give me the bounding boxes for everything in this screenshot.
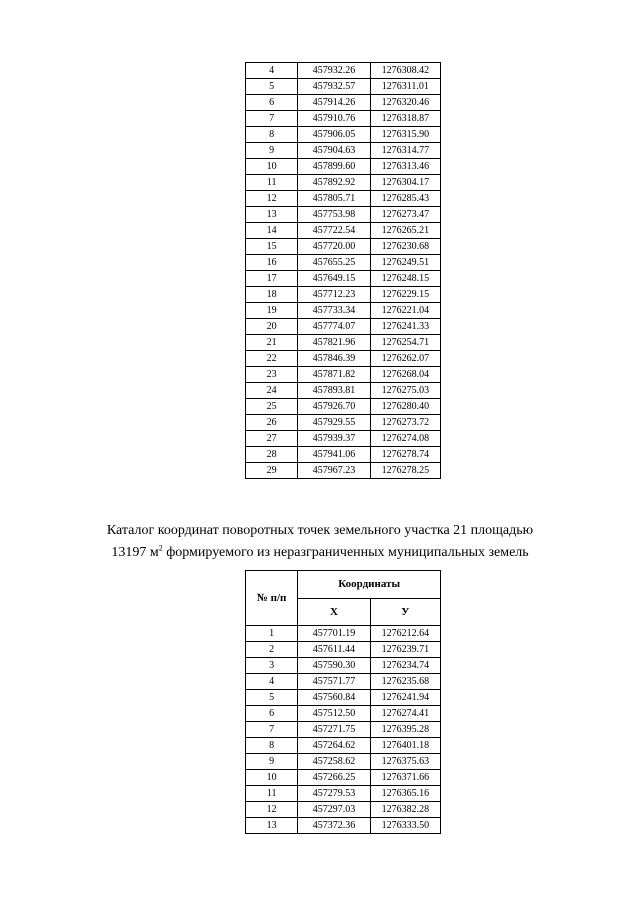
point-number-cell: 3 bbox=[246, 658, 298, 674]
table-row bbox=[246, 303, 441, 319]
point-number-cell: 8 bbox=[246, 127, 298, 143]
point-number-cell: 12 bbox=[246, 802, 298, 818]
table-row bbox=[246, 287, 441, 303]
x-coordinate-cell: 457753.98 bbox=[298, 207, 370, 223]
y-coordinate-cell: 1276249.51 bbox=[370, 255, 440, 271]
point-number-cell: 24 bbox=[246, 383, 298, 399]
point-number-cell: 22 bbox=[246, 351, 298, 367]
table-row bbox=[246, 431, 441, 447]
x-coordinate-cell: 457590.30 bbox=[298, 658, 370, 674]
y-coordinate-cell: 1276278.25 bbox=[370, 463, 440, 479]
x-coordinate-cell: 457906.05 bbox=[298, 127, 370, 143]
y-coordinate-cell: 1276230.68 bbox=[370, 239, 440, 255]
table-row bbox=[246, 770, 441, 786]
point-number-cell: 13 bbox=[246, 818, 298, 834]
y-coordinate-cell: 1276318.87 bbox=[370, 111, 440, 127]
header-coordinates: Координаты bbox=[298, 571, 441, 599]
point-number-cell: 6 bbox=[246, 706, 298, 722]
table-row bbox=[246, 367, 441, 383]
x-coordinate-cell: 457967.23 bbox=[298, 463, 370, 479]
point-number-cell: 9 bbox=[246, 754, 298, 770]
table-row bbox=[246, 415, 441, 431]
point-number-cell: 1 bbox=[246, 626, 298, 642]
x-coordinate-cell: 457258.62 bbox=[298, 754, 370, 770]
coordinates-table-body bbox=[246, 63, 441, 479]
point-number-cell: 25 bbox=[246, 399, 298, 415]
table-row bbox=[246, 191, 441, 207]
x-coordinate-cell: 457611.44 bbox=[298, 642, 370, 658]
caption-line-2 bbox=[0, 542, 640, 564]
x-coordinate-cell: 457892.92 bbox=[298, 175, 370, 191]
y-coordinate-cell: 1276275.03 bbox=[370, 383, 440, 399]
x-coordinate-cell: 457264.62 bbox=[298, 738, 370, 754]
caption-area-value: 13197 м bbox=[111, 545, 159, 560]
header-y: У bbox=[370, 599, 440, 626]
table-row bbox=[246, 690, 441, 706]
y-coordinate-cell: 1276254.71 bbox=[370, 335, 440, 351]
x-coordinate-cell: 457846.39 bbox=[298, 351, 370, 367]
x-coordinate-cell: 457910.76 bbox=[298, 111, 370, 127]
x-coordinate-cell: 457926.70 bbox=[298, 399, 370, 415]
table-row bbox=[246, 159, 441, 175]
point-number-cell: 9 bbox=[246, 143, 298, 159]
y-coordinate-cell: 1276274.08 bbox=[370, 431, 440, 447]
y-coordinate-cell: 1276241.33 bbox=[370, 319, 440, 335]
table-row bbox=[246, 175, 441, 191]
table-row bbox=[246, 802, 441, 818]
coordinates-table-continued bbox=[245, 62, 441, 479]
table-row bbox=[246, 738, 441, 754]
y-coordinate-cell: 1276280.40 bbox=[370, 399, 440, 415]
point-number-cell: 4 bbox=[246, 63, 298, 79]
y-coordinate-cell: 1276273.72 bbox=[370, 415, 440, 431]
y-coordinate-cell: 1276273.47 bbox=[370, 207, 440, 223]
point-number-cell: 10 bbox=[246, 159, 298, 175]
x-coordinate-cell: 457271.75 bbox=[298, 722, 370, 738]
y-coordinate-cell: 1276308.42 bbox=[370, 63, 440, 79]
y-coordinate-cell: 1276212.64 bbox=[370, 626, 440, 642]
point-number-cell: 18 bbox=[246, 287, 298, 303]
x-coordinate-cell: 457733.34 bbox=[298, 303, 370, 319]
x-coordinate-cell: 457560.84 bbox=[298, 690, 370, 706]
y-coordinate-cell: 1276315.90 bbox=[370, 127, 440, 143]
point-number-cell: 13 bbox=[246, 207, 298, 223]
y-coordinate-cell: 1276248.15 bbox=[370, 271, 440, 287]
catalog-caption bbox=[0, 520, 640, 564]
point-number-cell: 26 bbox=[246, 415, 298, 431]
y-coordinate-cell: 1276229.15 bbox=[370, 287, 440, 303]
caption-area-exponent: 2 bbox=[158, 543, 163, 553]
x-coordinate-cell: 457871.82 bbox=[298, 367, 370, 383]
y-coordinate-cell: 1276262.07 bbox=[370, 351, 440, 367]
y-coordinate-cell: 1276278.74 bbox=[370, 447, 440, 463]
point-number-cell: 14 bbox=[246, 223, 298, 239]
y-coordinate-cell: 1276371.66 bbox=[370, 770, 440, 786]
point-number-cell: 19 bbox=[246, 303, 298, 319]
x-coordinate-cell: 457932.26 bbox=[298, 63, 370, 79]
y-coordinate-cell: 1276274.41 bbox=[370, 706, 440, 722]
x-coordinate-cell: 457512.50 bbox=[298, 706, 370, 722]
coordinates-table-body bbox=[246, 626, 441, 834]
x-coordinate-cell: 457939.37 bbox=[298, 431, 370, 447]
y-coordinate-cell: 1276320.46 bbox=[370, 95, 440, 111]
table-row bbox=[246, 223, 441, 239]
y-coordinate-cell: 1276395.28 bbox=[370, 722, 440, 738]
point-number-cell: 11 bbox=[246, 175, 298, 191]
y-coordinate-cell: 1276235.68 bbox=[370, 674, 440, 690]
point-number-cell: 17 bbox=[246, 271, 298, 287]
x-coordinate-cell: 457914.26 bbox=[298, 95, 370, 111]
x-coordinate-cell: 457571.77 bbox=[298, 674, 370, 690]
y-coordinate-cell: 1276313.46 bbox=[370, 159, 440, 175]
table-row bbox=[246, 127, 441, 143]
y-coordinate-cell: 1276265.21 bbox=[370, 223, 440, 239]
table-row bbox=[246, 351, 441, 367]
point-number-cell: 15 bbox=[246, 239, 298, 255]
table-row bbox=[246, 463, 441, 479]
table-row bbox=[246, 255, 441, 271]
y-coordinate-cell: 1276314.77 bbox=[370, 143, 440, 159]
x-coordinate-cell: 457805.71 bbox=[298, 191, 370, 207]
x-coordinate-cell: 457932.57 bbox=[298, 79, 370, 95]
x-coordinate-cell: 457893.81 bbox=[298, 383, 370, 399]
y-coordinate-cell: 1276382.28 bbox=[370, 802, 440, 818]
point-number-cell: 7 bbox=[246, 111, 298, 127]
header-number: № п/п bbox=[246, 571, 298, 626]
x-coordinate-cell: 457712.23 bbox=[298, 287, 370, 303]
table-row bbox=[246, 399, 441, 415]
y-coordinate-cell: 1276333.50 bbox=[370, 818, 440, 834]
point-number-cell: 23 bbox=[246, 367, 298, 383]
x-coordinate-cell: 457774.07 bbox=[298, 319, 370, 335]
point-number-cell: 29 bbox=[246, 463, 298, 479]
caption-line-1: Каталог координат поворотных точек земельного участка 21 площадью bbox=[106, 523, 534, 538]
point-number-cell: 8 bbox=[246, 738, 298, 754]
coordinates-table-plot-21 bbox=[245, 570, 441, 834]
point-number-cell: 11 bbox=[246, 786, 298, 802]
y-coordinate-cell: 1276365.16 bbox=[370, 786, 440, 802]
x-coordinate-cell: 457929.55 bbox=[298, 415, 370, 431]
x-coordinate-cell: 457279.53 bbox=[298, 786, 370, 802]
point-number-cell: 28 bbox=[246, 447, 298, 463]
y-coordinate-cell: 1276221.04 bbox=[370, 303, 440, 319]
table-row bbox=[246, 335, 441, 351]
table-row bbox=[246, 786, 441, 802]
x-coordinate-cell: 457821.96 bbox=[298, 335, 370, 351]
table-row bbox=[246, 383, 441, 399]
x-coordinate-cell: 457701.19 bbox=[298, 626, 370, 642]
y-coordinate-cell: 1276241.94 bbox=[370, 690, 440, 706]
point-number-cell: 27 bbox=[246, 431, 298, 447]
table-row bbox=[246, 79, 441, 95]
table-row bbox=[246, 642, 441, 658]
point-number-cell: 10 bbox=[246, 770, 298, 786]
point-number-cell: 6 bbox=[246, 95, 298, 111]
table-row bbox=[246, 674, 441, 690]
table-row bbox=[246, 63, 441, 79]
table-row bbox=[246, 239, 441, 255]
table-row bbox=[246, 111, 441, 127]
point-number-cell: 4 bbox=[246, 674, 298, 690]
table-row bbox=[246, 95, 441, 111]
x-coordinate-cell: 457941.06 bbox=[298, 447, 370, 463]
table-row bbox=[246, 754, 441, 770]
x-coordinate-cell: 457297.03 bbox=[298, 802, 370, 818]
header-x: Х bbox=[298, 599, 370, 626]
point-number-cell: 7 bbox=[246, 722, 298, 738]
point-number-cell: 16 bbox=[246, 255, 298, 271]
x-coordinate-cell: 457720.00 bbox=[298, 239, 370, 255]
point-number-cell: 12 bbox=[246, 191, 298, 207]
y-coordinate-cell: 1276311.01 bbox=[370, 79, 440, 95]
table-row bbox=[246, 818, 441, 834]
table-row bbox=[246, 207, 441, 223]
x-coordinate-cell: 457655.25 bbox=[298, 255, 370, 271]
table-row bbox=[246, 143, 441, 159]
y-coordinate-cell: 1276234.74 bbox=[370, 658, 440, 674]
point-number-cell: 5 bbox=[246, 690, 298, 706]
table-row bbox=[246, 626, 441, 642]
y-coordinate-cell: 1276239.71 bbox=[370, 642, 440, 658]
y-coordinate-cell: 1276285.43 bbox=[370, 191, 440, 207]
x-coordinate-cell: 457649.15 bbox=[298, 271, 370, 287]
caption-line-2-rest: формируемого из неразграниченных муниципальных земель bbox=[162, 545, 529, 560]
table-row bbox=[246, 271, 441, 287]
point-number-cell: 21 bbox=[246, 335, 298, 351]
y-coordinate-cell: 1276375.63 bbox=[370, 754, 440, 770]
x-coordinate-cell: 457372.36 bbox=[298, 818, 370, 834]
x-coordinate-cell: 457899.60 bbox=[298, 159, 370, 175]
table-row bbox=[246, 658, 441, 674]
table-row bbox=[246, 706, 441, 722]
y-coordinate-cell: 1276268.04 bbox=[370, 367, 440, 383]
table-row bbox=[246, 319, 441, 335]
point-number-cell: 5 bbox=[246, 79, 298, 95]
table-row bbox=[246, 722, 441, 738]
y-coordinate-cell: 1276401.18 bbox=[370, 738, 440, 754]
x-coordinate-cell: 457266.25 bbox=[298, 770, 370, 786]
table-row bbox=[246, 447, 441, 463]
x-coordinate-cell: 457904.63 bbox=[298, 143, 370, 159]
point-number-cell: 2 bbox=[246, 642, 298, 658]
x-coordinate-cell: 457722.54 bbox=[298, 223, 370, 239]
point-number-cell: 20 bbox=[246, 319, 298, 335]
y-coordinate-cell: 1276304.17 bbox=[370, 175, 440, 191]
